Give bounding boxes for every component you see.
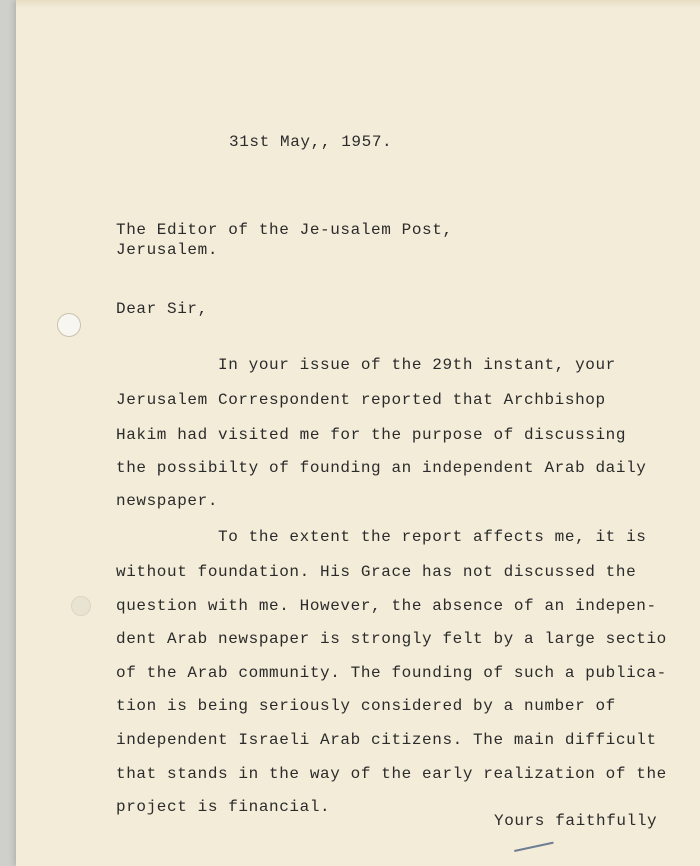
body-line: independent Israeli Arab citizens. The main difficult xyxy=(116,731,657,749)
salutation: Dear Sir, xyxy=(116,300,208,318)
body-line: Hakim had visited me for the purpose of discussing xyxy=(116,426,627,444)
body-line: In your issue of the 29th instant, your xyxy=(116,356,616,374)
body-line: To the extent the report affects me, it is xyxy=(116,528,647,546)
body-line: Jerusalem Correspondent reported that Archbishop xyxy=(116,391,606,409)
letter-date: 31st May,, 1957. xyxy=(229,133,393,151)
body-line: project is financial. xyxy=(116,798,331,816)
punch-hole-mark xyxy=(71,596,91,616)
closing: Yours faithfully xyxy=(494,812,658,830)
recipient-line-2: Jerusalem. xyxy=(116,241,219,259)
body-line: the possibilty of founding an independent Arab daily xyxy=(116,459,647,477)
body-line: newspaper. xyxy=(116,492,219,510)
recipient-line-1: The Editor of the Je-usalem Post, xyxy=(116,221,453,239)
body-line: tion is being seriously considered by a number of xyxy=(116,697,616,715)
body-line: of the Arab community. The founding of such a publica- xyxy=(116,664,667,682)
body-line: without foundation. His Grace has not discussed the xyxy=(116,563,637,581)
body-line: question with me. However, the absence of an indepen- xyxy=(116,597,657,615)
body-line: dent Arab newspaper is strongly felt by a large sectio xyxy=(116,630,667,648)
body-line: that stands in the way of the early realization of the xyxy=(116,765,667,783)
punch-hole xyxy=(57,313,81,337)
